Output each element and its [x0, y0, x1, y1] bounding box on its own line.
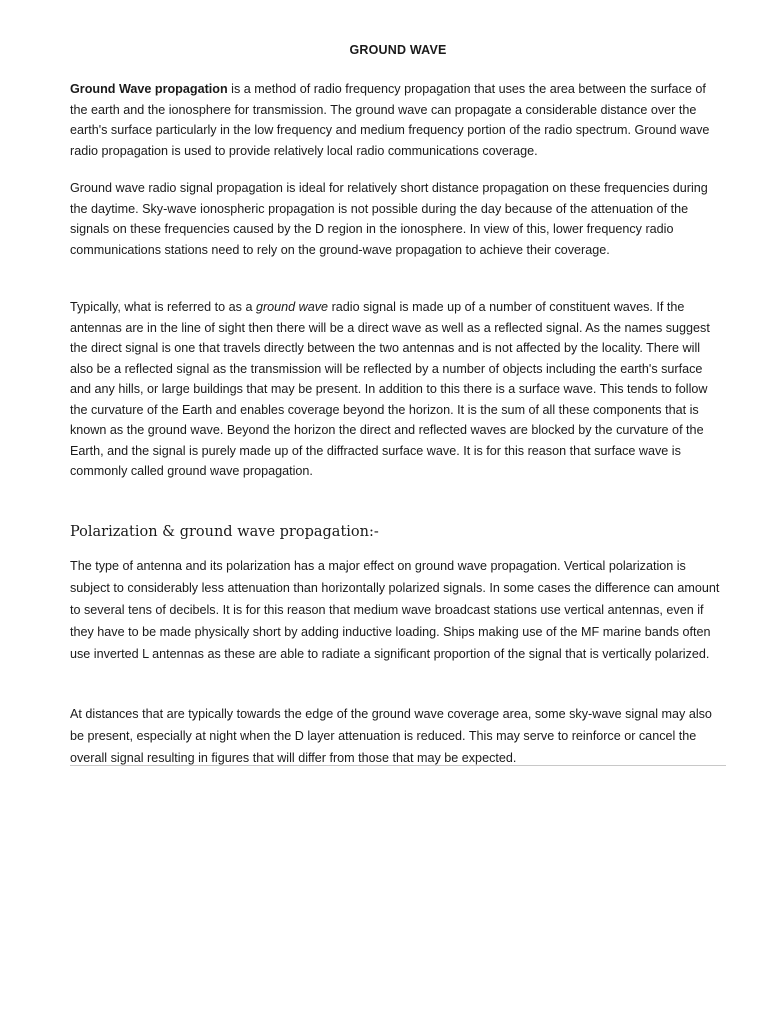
- divider-line: [70, 765, 726, 766]
- paragraph-daytime: Ground wave radio signal propagation is ideal for relatively short distance propagation on these frequencies during the daytime. Sky-wave ionospheric propagation is not possible during the day because of the attenuation of the signals on these frequencies caused by the D region in the ionosphere. In view of this, lower frequency radio communications stations need to rely on the ground-wave propagation to achieve their coverage.: [70, 181, 708, 257]
- section-heading-polarization: Polarization & ground wave propagation:-: [70, 524, 379, 540]
- document-title: GROUND WAVE: [349, 43, 447, 57]
- intro-text: is a method of radio frequency propagation that uses the area between the surface of the earth and the ionosphere for transmission. The ground wave can propagate a considerable distance over the earth's surface particularly in the low frequency and medium frequency portion of the radio spectrum. Ground wave radio propagation is used to provide relatively local radio communications coverage.: [70, 82, 710, 158]
- paragraph-constituent-waves: [70, 297, 726, 482]
- intro-bold-term: Ground Wave propagation: [70, 82, 228, 96]
- paragraph-sky-wave: At distances that are typically towards the edge of the ground wave coverage area, some sky-wave signal may also be present, especially at night when the D layer attenuation is reduced. This may serve to reinforce or cancel the overall signal resulting in figures that will differ from those that may be expected.: [70, 707, 712, 765]
- paragraph-intro: [70, 79, 726, 161]
- constituent-text-start: Typically, what is referred to as a: [70, 300, 256, 314]
- constituent-italic-term: ground wave: [255, 300, 329, 314]
- paragraph-polarization: The type of antenna and its polarization has a major effect on ground wave propagation. Vertical polarization is subject to considerably less attenuation than horizontally polarized signals. In some cases the difference can amount to several tens of decibels. It is for this reason that medium wave broadcast stations use vertical antennas, even if they have to be made physically short by adding inductive loading. Ships making use of the MF marine bands often use inverted L antennas as these are able to radiate a significant proportion of the signal that is vertically polarized.: [70, 559, 720, 661]
- constituent-text-end: radio signal is made up of a number of constituent waves. If the antennas are in the line of sight then there will be a direct wave as well as a reflected signal. As the names suggest the direct signal is one that travels directly between the two antennas and is not affected by the locality. There will also be a reflected signal as the transmission will be reflected by a number of objects including the earth's surface and any hills, or large buildings that may be present. In addition to this there is a surface wave. This tends to follow the curvature of the Earth and enables coverage beyond the horizon. It is the sum of all these components that is known as the ground wave. Beyond the horizon the direct and reflected waves are blocked by the curvature of the Earth, and the signal is purely made up of the diffracted surface wave. It is for this reason that surface wave is commonly called ground wave propagation.: [70, 300, 710, 478]
